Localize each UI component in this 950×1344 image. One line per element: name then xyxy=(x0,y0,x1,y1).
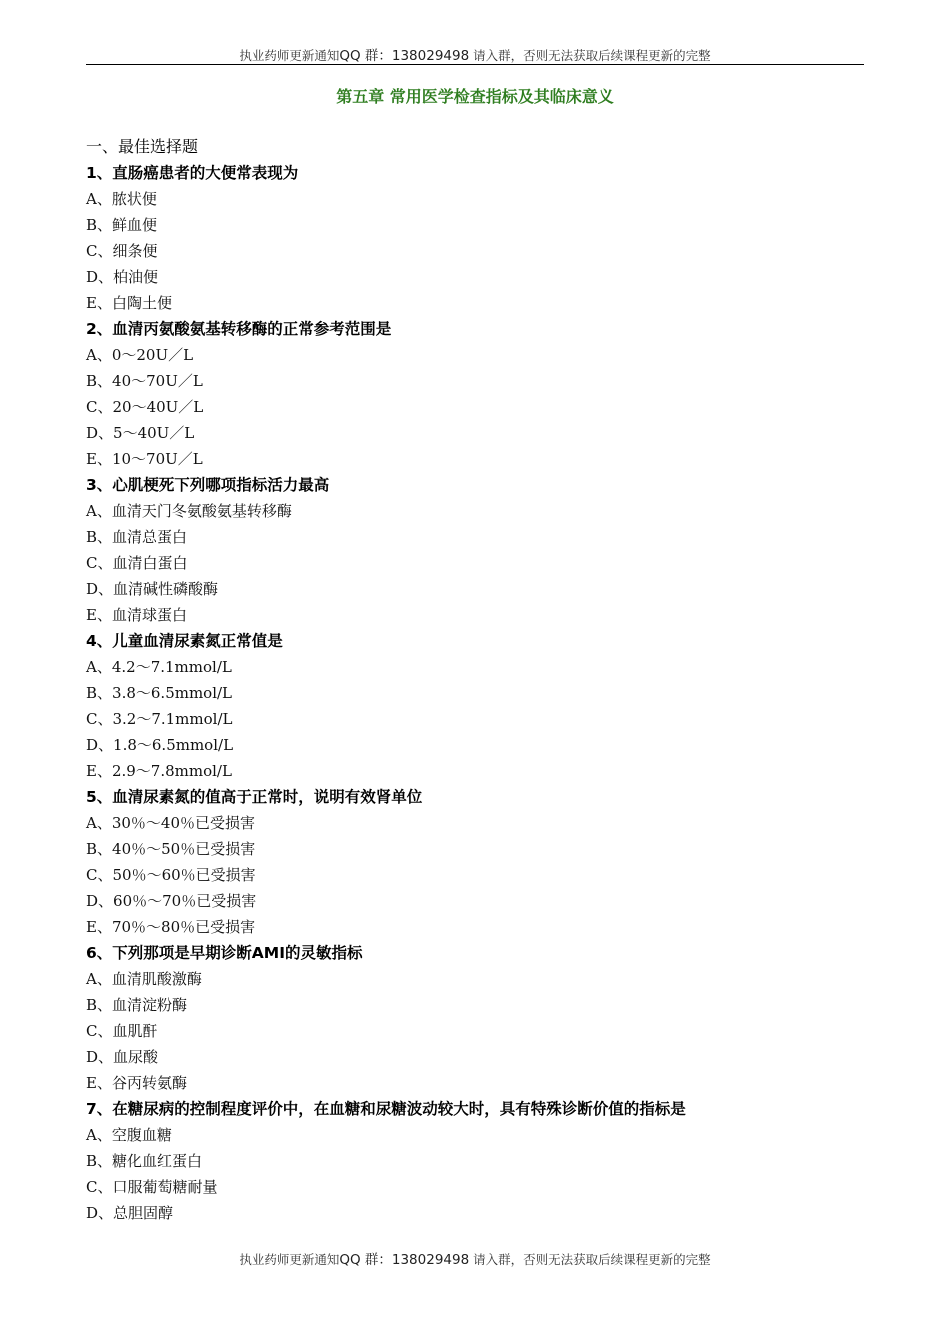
answer-option: D、总胆固醇 xyxy=(86,1204,174,1222)
answer-option: D、1.8～6.5mmol/L xyxy=(86,736,234,754)
footer-qq: QQ 群：138029498 xyxy=(339,1252,470,1268)
answer-option: A、空腹血糖 xyxy=(86,1126,172,1144)
section-heading: 一、最佳选择题 xyxy=(86,137,199,156)
question-stem: 6、下列那项是早期诊断AMI的灵敏指标 xyxy=(86,944,363,962)
answer-option: A、0～20U／L xyxy=(86,346,194,364)
header-qq: QQ 群：138029498 xyxy=(339,48,470,64)
answer-option: D、血尿酸 xyxy=(86,1048,159,1066)
question-stem: 2、血清丙氨酸氨基转移酶的正常参考范围是 xyxy=(86,320,392,338)
question-stem: 7、在糖尿病的控制程度评价中，在血糖和尿糖波动较大时，具有特殊诊断价值的指标是 xyxy=(86,1100,686,1118)
answer-option: C、50％～60％已受损害 xyxy=(86,866,256,884)
question-stem: 5、血清尿素氮的值高于正常时，说明有效肾单位 xyxy=(86,788,423,806)
answer-option: B、血清淀粉酶 xyxy=(86,996,188,1014)
question-list xyxy=(86,134,876,1226)
answer-option: E、谷丙转氨酶 xyxy=(86,1074,187,1092)
footer-suffix: 请入群，否则无法获取后续课程更新的完整 xyxy=(473,1252,711,1267)
answer-option: E、2.9～7.8mmol/L xyxy=(86,762,232,780)
answer-option: A、30％～40％已受损害 xyxy=(86,814,256,832)
header-prefix: 执业药师更新通知 xyxy=(239,48,340,63)
question-stem: 1、直肠癌患者的大便常表现为 xyxy=(86,164,299,182)
answer-option: C、口服葡萄糖耐量 xyxy=(86,1178,218,1196)
question-stem: 3、心肌梗死下列哪项指标活力最高 xyxy=(86,476,330,494)
answer-option: B、40～70U／L xyxy=(86,372,203,390)
answer-option: D、血清碱性磷酸酶 xyxy=(86,580,219,598)
answer-option: C、血肌酐 xyxy=(86,1022,158,1040)
answer-option: B、血清总蛋白 xyxy=(86,528,188,546)
answer-option: B、40％～50％已受损害 xyxy=(86,840,256,858)
answer-option: C、3.2～7.1mmol/L xyxy=(86,710,233,728)
page-header xyxy=(86,44,864,65)
answer-option: D、柏油便 xyxy=(86,268,159,286)
header-suffix: 请入群，否则无法获取后续课程更新的完整 xyxy=(473,48,711,63)
answer-option: B、3.8～6.5mmol/L xyxy=(86,684,233,702)
footer-prefix: 执业药师更新通知 xyxy=(239,1252,340,1267)
page-footer xyxy=(86,1248,864,1268)
chapter-title: 第五章 常用医学检查指标及其临床意义 xyxy=(336,87,614,106)
answer-option: E、10～70U／L xyxy=(86,450,203,468)
answer-option: A、血清天门冬氨酸氨基转移酶 xyxy=(86,502,292,520)
answer-option: A、血清肌酸激酶 xyxy=(86,970,202,988)
answer-option: B、糖化血红蛋白 xyxy=(86,1152,203,1170)
answer-option: A、4.2～7.1mmol/L xyxy=(86,658,232,676)
answer-option: D、5～40U／L xyxy=(86,424,195,442)
answer-option: E、70％～80％已受损害 xyxy=(86,918,256,936)
answer-option: C、20～40U／L xyxy=(86,398,204,416)
answer-option: C、血清白蛋白 xyxy=(86,554,188,572)
question-stem: 4、儿童血清尿素氮正常值是 xyxy=(86,632,283,650)
answer-option: E、白陶土便 xyxy=(86,294,172,312)
answer-option: D、60％～70％已受损害 xyxy=(86,892,257,910)
answer-option: C、细条便 xyxy=(86,242,158,260)
answer-option: B、鲜血便 xyxy=(86,216,158,234)
answer-option: E、血清球蛋白 xyxy=(86,606,187,624)
answer-option: A、脓状便 xyxy=(86,190,157,208)
